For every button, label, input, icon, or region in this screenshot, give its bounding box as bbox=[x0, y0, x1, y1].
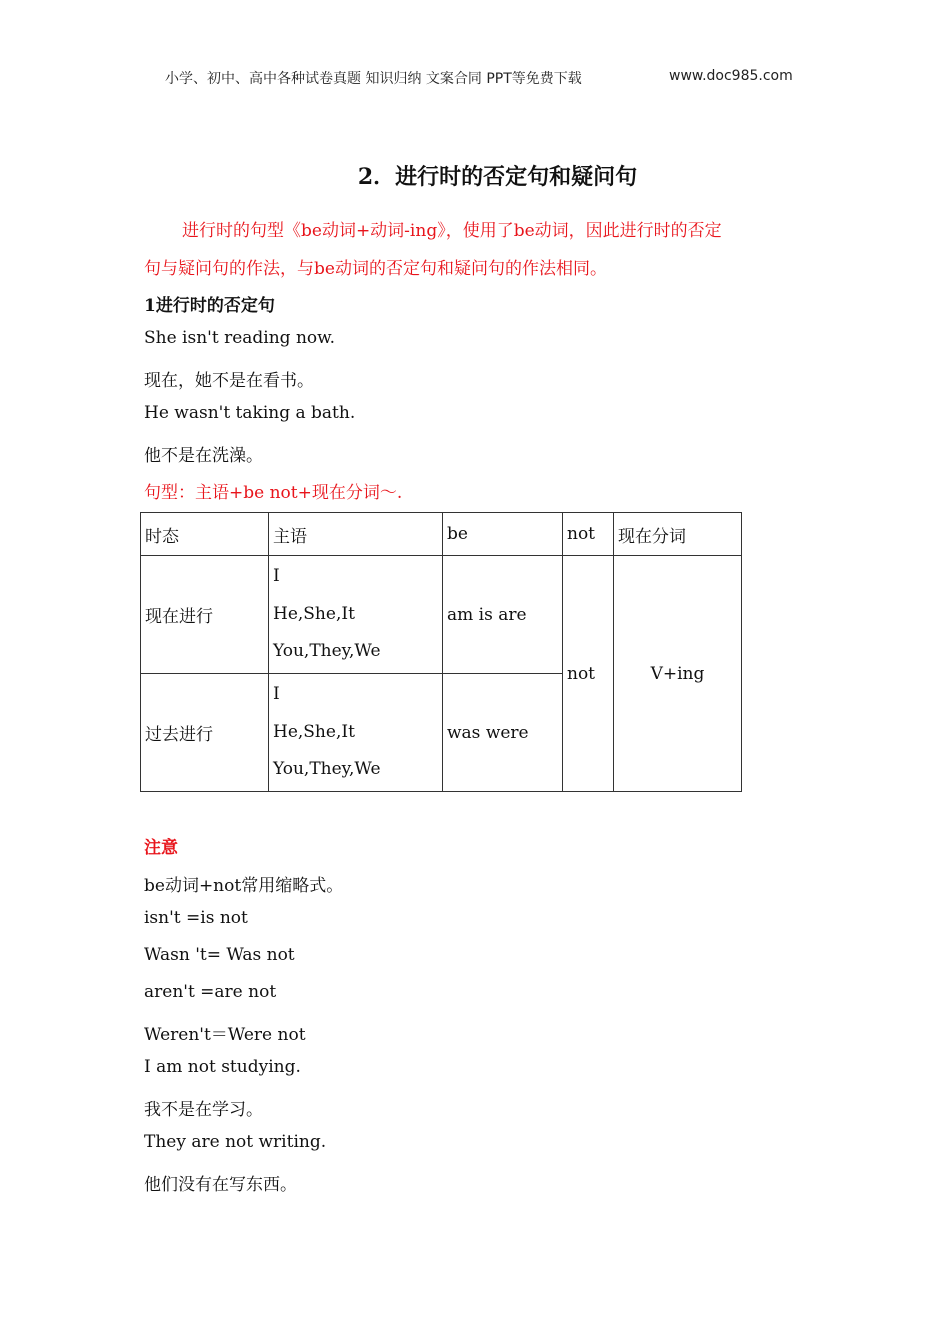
tense-cell: 现在进行 bbox=[141, 556, 269, 674]
be-cell: am is are bbox=[443, 556, 563, 674]
header-tense: 时态 bbox=[141, 513, 269, 556]
header-be: be bbox=[443, 513, 563, 556]
subject-he-she-it: He,She,It bbox=[273, 721, 355, 742]
example-en-2: He wasn't taking a bath. bbox=[144, 403, 356, 423]
grammar-table bbox=[140, 512, 742, 792]
note-heading: 注意 bbox=[144, 838, 178, 858]
note-line: I am not studying. bbox=[144, 1057, 301, 1077]
intro-line-2: 句与疑问句的作法，与be动词的否定句和疑问句的作法相同。 bbox=[144, 259, 607, 279]
section1-heading: 1进行时的否定句 bbox=[144, 296, 275, 316]
note-line: Weren't＝Were not bbox=[144, 1025, 306, 1045]
page-title: 2．进行时的否定句和疑问句 bbox=[357, 164, 638, 190]
table-row-present bbox=[141, 556, 742, 674]
header-participle: 现在分词 bbox=[614, 513, 742, 556]
example-zh-2: 他不是在洗澡。 bbox=[144, 446, 263, 466]
intro-line-1: 进行时的句型《be动词+动词-ing》，使用了be动词，因此进行时的否定 bbox=[182, 221, 722, 241]
not-cell: not bbox=[563, 556, 614, 792]
header-left-text: 小学、初中、高中各种试卷真题 知识归纳 文案合同 PPT等免费下载 bbox=[165, 71, 582, 87]
sentence-pattern: 句型：主语+be not+现在分词～. bbox=[144, 483, 403, 503]
table-header-row bbox=[141, 513, 742, 556]
subject-he-she-it: He,She,It bbox=[273, 603, 355, 624]
participle-cell: V+ing bbox=[614, 556, 742, 792]
page-header bbox=[0, 68, 950, 90]
note-line: 他们没有在写东西。 bbox=[144, 1175, 297, 1195]
note-line: aren't =are not bbox=[144, 982, 277, 1002]
header-url[interactable]: www.doc985.com bbox=[669, 68, 793, 84]
note-line: Wasn 't= Was not bbox=[144, 945, 295, 965]
subject-cell bbox=[269, 556, 443, 674]
example-zh-1: 现在，她不是在看书。 bbox=[144, 371, 314, 391]
subject-you-they-we: You,They,We bbox=[273, 641, 381, 662]
tense-cell: 过去进行 bbox=[141, 674, 269, 792]
example-en-1: She isn't reading now. bbox=[144, 328, 336, 348]
note-line: isn't =is not bbox=[144, 908, 248, 928]
subject-i: I bbox=[273, 684, 280, 705]
subject-you-they-we: You,They,We bbox=[273, 759, 381, 780]
subject-cell bbox=[269, 674, 443, 792]
subject-i: I bbox=[273, 566, 280, 587]
header-subject: 主语 bbox=[269, 513, 443, 556]
header-not: not bbox=[563, 513, 614, 556]
note-line: They are not writing. bbox=[144, 1132, 327, 1152]
note-line: 我不是在学习。 bbox=[144, 1100, 263, 1120]
be-cell: was were bbox=[443, 674, 563, 792]
note-line: be动词+not常用缩略式。 bbox=[144, 876, 344, 896]
